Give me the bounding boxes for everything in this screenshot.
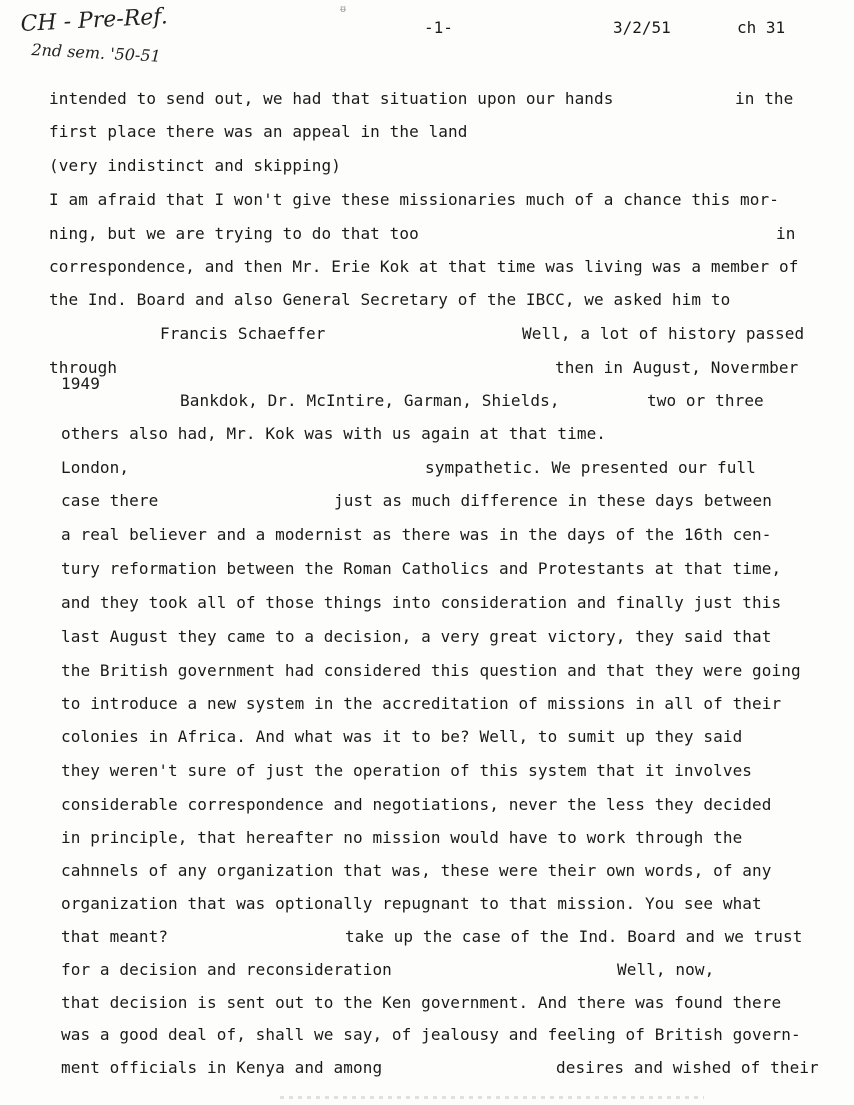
text-line: considerable correspondence and negotiations, never the less they decided — [61, 795, 772, 814]
text-line: a real believer and a modernist as there was in the days of the 16th cen- — [61, 525, 772, 544]
text-line: ment officials in Kenya and among — [61, 1058, 383, 1077]
text-line: (very indistinct and skipping) — [49, 156, 341, 175]
text-line: organization that was optionally repugnant to that mission. You see what — [61, 894, 762, 913]
handwritten-semester-note: 2nd sem. '50-51 — [31, 40, 162, 66]
text-line: that decision is sent out to the Ken government. And there was found there — [61, 993, 782, 1012]
text-line: Francis Schaeffer — [160, 324, 326, 343]
text-line: others also had, Mr. Kok was with us again at that time. — [61, 424, 607, 443]
text-line: last August they came to a decision, a very great victory, they said that — [61, 627, 772, 646]
text-line: the Ind. Board and also General Secretary of the IBCC, we asked him to — [49, 290, 731, 309]
handwritten-course-note: CH - Pre-Ref. — [20, 4, 169, 37]
text-line: case there — [61, 491, 159, 510]
text-line: colonies in Africa. And what was it to be? Well, to sumit up they said — [61, 727, 743, 746]
text-line: for a decision and reconsideration — [61, 960, 392, 979]
text-line: take up the case of the Ind. Board and we trust — [345, 927, 803, 946]
smudge-mark: ᵿ — [340, 4, 347, 15]
text-line: then in August, Novermber — [555, 358, 799, 377]
text-line: sympathetic. We presented our full — [425, 458, 756, 477]
text-line: two or three — [647, 391, 764, 410]
text-line: desires and wished of their — [556, 1058, 819, 1077]
text-line: in the — [735, 89, 794, 108]
text-line: correspondence, and then Mr. Erie Kok at that time was living was a member of — [49, 257, 799, 276]
text-line: London, — [61, 458, 130, 477]
text-line: Well, a lot of history passed — [522, 324, 805, 343]
text-line: in principle, that hereafter no mission would have to work through the — [61, 828, 743, 847]
text-line: Bankdok, Dr. McIntire, Garman, Shields, — [180, 391, 560, 410]
page-number: -1- — [424, 18, 453, 37]
text-line: in — [776, 224, 796, 243]
text-line: intended to send out, we had that situation upon our hands — [49, 89, 614, 108]
text-line: to introduce a new system in the accreditation of missions in all of their — [61, 694, 782, 713]
text-line: cahnnels of any organization that was, these were their own words, of any — [61, 861, 772, 880]
text-line: and they took all of those things into consideration and finally just this — [61, 593, 782, 612]
scan-noise — [280, 1096, 704, 1099]
text-line: first place there was an appeal in the land — [49, 122, 468, 141]
text-line: Well, now, — [617, 960, 715, 979]
text-line: the British government had considered this question and that they were going — [61, 661, 801, 680]
text-line: just as much difference in these days between — [334, 491, 772, 510]
text-line: was a good deal of, shall we say, of jealousy and feeling of British govern- — [61, 1025, 801, 1044]
text-line: that meant? — [61, 927, 169, 946]
page-date: 3/2/51 — [613, 18, 671, 37]
text-line: they weren't sure of just the operation of this system that it involves — [61, 761, 753, 780]
chapter-label: ch 31 — [737, 18, 786, 37]
text-line: 1949 — [61, 374, 100, 393]
text-line: through — [49, 358, 118, 377]
text-line: I am afraid that I won't give these missionaries much of a chance this mor- — [49, 190, 779, 209]
text-line: tury reformation between the Roman Catholics and Protestants at that time, — [61, 559, 782, 578]
text-line: ning, but we are trying to do that too — [49, 224, 419, 243]
